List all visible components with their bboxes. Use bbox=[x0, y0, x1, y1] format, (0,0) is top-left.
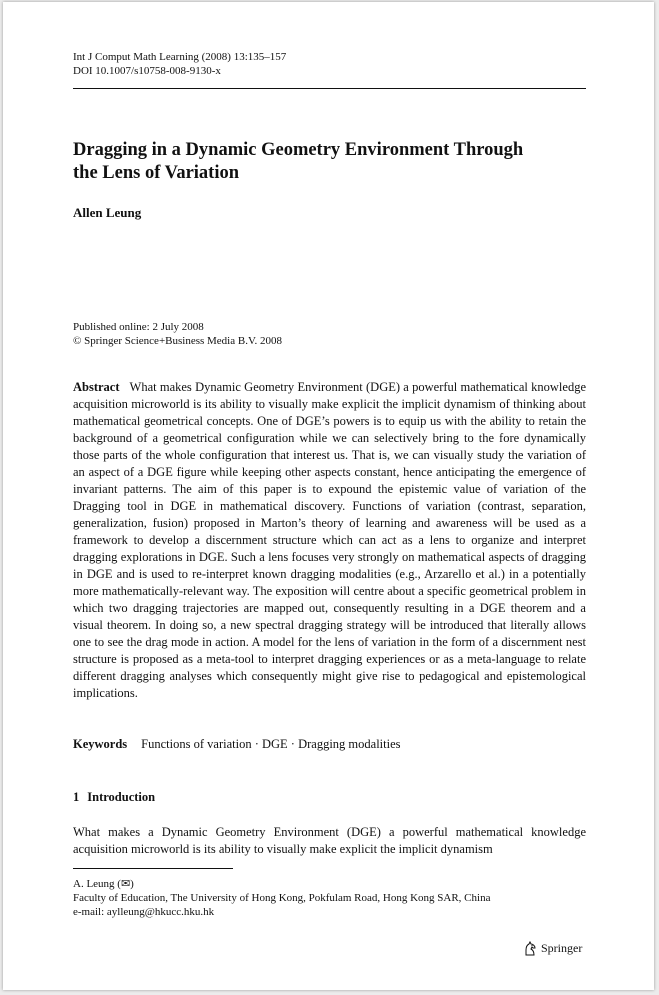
footnote-rule bbox=[73, 868, 233, 869]
paper-title bbox=[73, 139, 573, 184]
published-date: Published online: 2 July 2008 bbox=[73, 321, 204, 333]
intro-paragraph: What makes a Dynamic Geometry Environment (DGE) a powerful mathematical knowledge acquisition microworld is its ability to visually make explicit the implicit dynamism bbox=[73, 825, 586, 856]
keywords-label: Keywords bbox=[73, 737, 128, 751]
abstract-label: Abstract bbox=[73, 380, 120, 394]
abstract bbox=[73, 379, 586, 702]
publication-info bbox=[73, 320, 282, 348]
springer-horse-icon bbox=[524, 941, 537, 956]
section-title: Introduction bbox=[87, 790, 156, 804]
publisher-name: Springer bbox=[541, 941, 583, 955]
footnote-affiliation: Faculty of Education, The University of Hong Kong, Pokfulam Road, Hong Kong SAR, China bbox=[73, 892, 491, 904]
journal-doi: DOI 10.1007/s10758-008-9130-x bbox=[73, 65, 221, 77]
keywords bbox=[73, 736, 586, 753]
journal-citation: Int J Comput Math Learning (2008) 13:135–157 bbox=[73, 51, 287, 63]
journal-header bbox=[73, 50, 286, 78]
header-rule bbox=[73, 88, 586, 89]
copyright-line: © Springer Science+Business Media B.V. 2008 bbox=[73, 335, 282, 347]
title-line-1: Dragging in a Dynamic Geometry Environment Through bbox=[73, 140, 524, 160]
author-name: Allen Leung bbox=[73, 205, 142, 220]
section-number: 1 bbox=[73, 790, 80, 804]
footnote bbox=[73, 877, 490, 919]
footnote-author: A. Leung (✉) bbox=[73, 878, 134, 890]
abstract-text: What makes Dynamic Geometry Environment (DGE) a powerful mathematical knowledge acquisition microworld is its ability to visually make explicit the implicit dynamism of thinking about mathematical geometrical concepts. One of DGE’s powers is to equip us with the ability to retain the background of a geometrical configuration while we can selectively bring to the fore dynamically those parts of the whole configuration that interest us. That is, we can visually study the variation of an aspect of a DGE figure while keeping other aspects constant, hence anticipating the emergence of invariant patterns. The aim of this paper is to expound the epistemic value of variation of the Dragging tool in DGE in mathematical discovery. Functions of variation (contrast, separation, generalization, fusion) proposed in Marton’s theory of learning and awareness will be used as a framework to develop a discernment structure which can act as a lens to organize and interpret dragging explorations in DGE. Such a lens focuses very strongly on mathematical aspects of dragging in DGE and is used to re-interpret known dragging modalities (e.g., Arzarello et al.) in a potentially more mathematically-relevant way. The exposition will centre about a specific geometrical problem in which two dragging trajectories are mapped out, consequently resulting in a DGE theorem and a visual theorem. In doing so, a new spectral dragging strategy will be introduced that literally allows one to see the drag mode in action. A model for the lens of variation in the form of a discernment nest structure is proposed as a meta-tool to interpret dragging experiences or as a meta-language to relate different dragging analyses which consequently might give rise to pedagogical and epistemological implications. bbox=[73, 380, 586, 700]
keywords-text: Functions of variation · DGE · Dragging modalities bbox=[141, 737, 401, 751]
section-heading bbox=[73, 790, 155, 805]
title-line-2: the Lens of Variation bbox=[73, 162, 240, 183]
footnote-email: e-mail: aylleung@hkucc.hku.hk bbox=[73, 906, 215, 918]
publisher-logo bbox=[524, 941, 582, 956]
paper-page bbox=[3, 2, 654, 990]
